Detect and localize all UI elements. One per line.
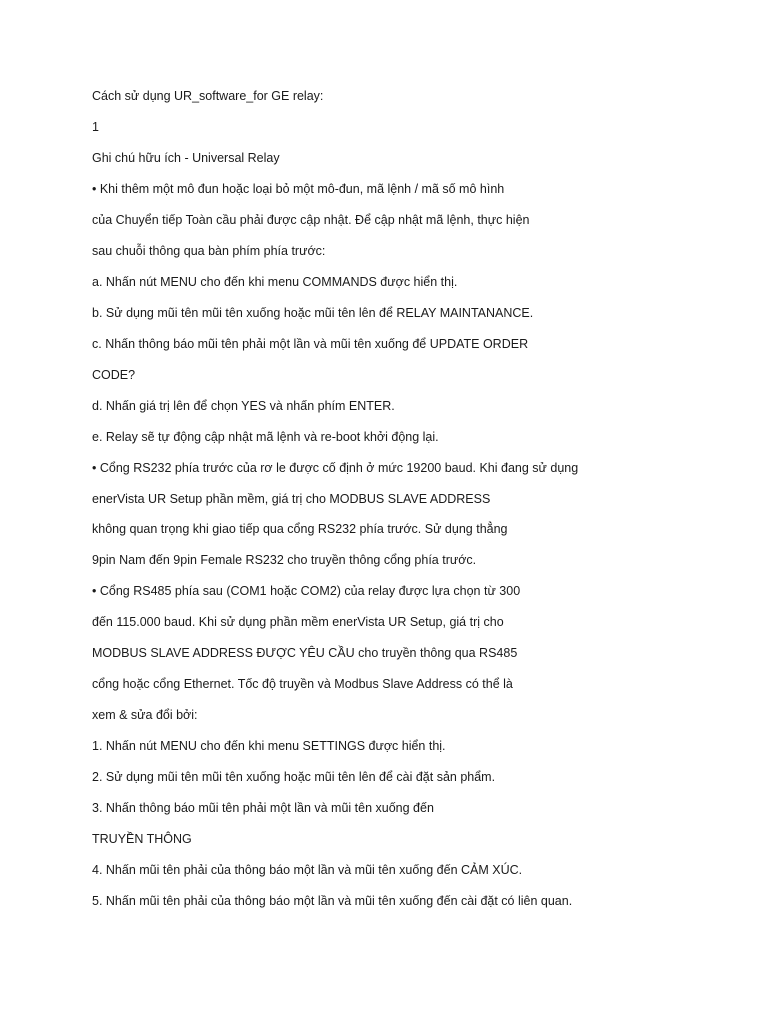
text-line: • Cổng RS232 phía trước của rơ le được cố định ở mức 19200 baud. Khi đang sử dụng: [92, 461, 579, 475]
text-line: c. Nhấn thông báo mũi tên phải một lần và mũi tên xuống để UPDATE ORDER: [92, 337, 529, 351]
text-line: • Cổng RS485 phía sau (COM1 hoặc COM2) của relay được lựa chọn từ 300: [92, 584, 521, 598]
text-line: 2. Sử dụng mũi tên mũi tên xuống hoặc mũi tên lên để cài đặt sản phẩm.: [92, 770, 496, 784]
text-line: cổng hoặc cổng Ethernet. Tốc độ truyền và Modbus Slave Address có thể là: [92, 677, 513, 691]
text-line: e. Relay sẽ tự động cập nhật mã lệnh và re-boot khởi động lại.: [92, 430, 439, 444]
text-line: a. Nhấn nút MENU cho đến khi menu COMMANDS được hiển thị.: [92, 275, 458, 289]
text-line: d. Nhấn giá trị lên để chọn YES và nhấn phím ENTER.: [92, 399, 395, 413]
text-line: 3. Nhấn thông báo mũi tên phải một lần và mũi tên xuống đến: [92, 801, 434, 815]
section-heading: Ghi chú hữu ích - Universal Relay: [92, 151, 280, 165]
text-line: b. Sử dụng mũi tên mũi tên xuống hoặc mũi tên lên để RELAY MAINTANANCE.: [92, 306, 534, 320]
text-line: đến 115.000 baud. Khi sử dụng phần mềm enerVista UR Setup, giá trị cho: [92, 615, 504, 629]
text-line: 5. Nhấn mũi tên phải của thông báo một lần và mũi tên xuống đến cài đặt có liên quan.: [92, 894, 573, 908]
text-line: không quan trọng khi giao tiếp qua cổng RS232 phía trước. Sử dụng thẳng: [92, 522, 508, 536]
text-line: 1. Nhấn nút MENU cho đến khi menu SETTINGS được hiển thị.: [92, 739, 446, 753]
text-line: CODE?: [92, 368, 136, 382]
text-line: TRUYỀN THÔNG: [92, 832, 192, 846]
document-title: Cách sử dụng UR_software_for GE relay:: [92, 89, 324, 103]
text-line: enerVista UR Setup phần mềm, giá trị cho MODBUS SLAVE ADDRESS: [92, 492, 491, 506]
text-line: xem & sửa đổi bởi:: [92, 708, 198, 722]
text-line: sau chuỗi thông qua bàn phím phía trước:: [92, 244, 326, 258]
text-line: 4. Nhấn mũi tên phải của thông báo một lần và mũi tên xuống đến CẢM XÚC.: [92, 863, 523, 877]
text-line: MODBUS SLAVE ADDRESS ĐƯỢC YÊU CẦU cho truyền thông qua RS485: [92, 646, 518, 660]
text-line: • Khi thêm một mô đun hoặc loại bỏ một mô-đun, mã lệnh / mã số mô hình: [92, 182, 505, 196]
text-line: 9pin Nam đến 9pin Female RS232 cho truyền thông cổng phía trước.: [92, 553, 477, 567]
page-number: 1: [92, 120, 99, 134]
text-line: của Chuyển tiếp Toàn cầu phải được cập nhật. Để cập nhật mã lệnh, thực hiện: [92, 213, 530, 227]
